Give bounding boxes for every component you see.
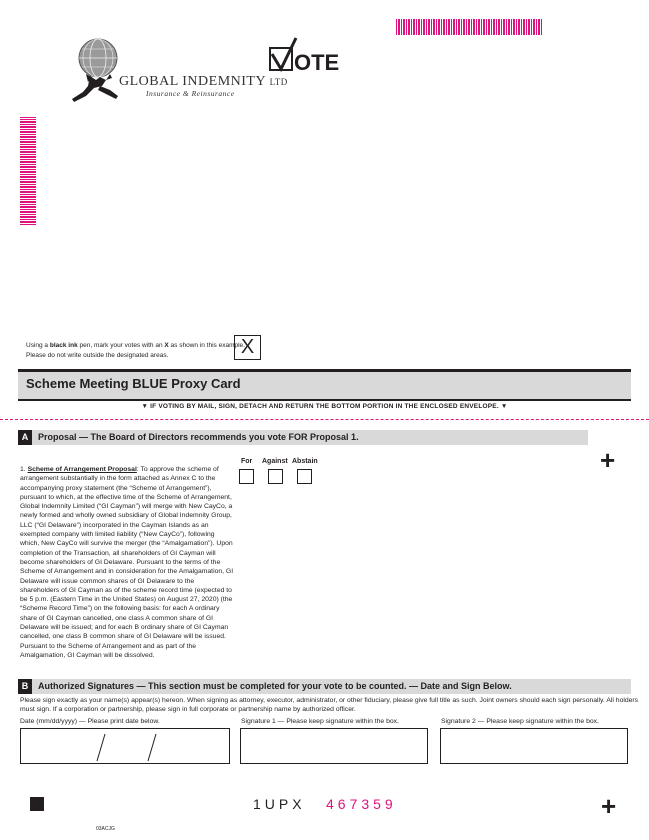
vote-for-checkbox[interactable]	[239, 469, 254, 484]
column-for: For	[241, 458, 253, 465]
signature-instructions: Please sign exactly as your name(s) appear(s) hereon. When signing as attorney, executor, administrator, or other fiduciary, please give full title as such. Joint owners should each sign personally. All holders must sign. If a corporation or partnership, please sign in full corporate or partnership name by authorized officer.	[20, 697, 639, 713]
column-abstain: Abstain	[292, 458, 318, 465]
date-separators	[21, 729, 229, 763]
example-mark: X	[240, 336, 255, 358]
proposal-1-title: Scheme of Arrangement Proposal	[27, 466, 137, 473]
side-barcode	[20, 117, 36, 225]
company-name: GLOBAL INDEMNITY LTD	[119, 74, 288, 89]
top-barcode	[396, 19, 542, 35]
example-mark-box	[234, 335, 261, 360]
section-a-title: Proposal — The Board of Directors recommends you vote FOR Proposal 1.	[38, 432, 359, 442]
down-arrow-icon: ▼	[500, 403, 508, 410]
section-a-letter: A	[18, 430, 32, 445]
form-code-pink: 467359	[326, 796, 397, 812]
vote-abstain-checkbox[interactable]	[297, 469, 312, 484]
marking-instructions: Using a black ink pen, mark your votes with an X as shown in this example. Please do not write outside the designated areas.	[26, 342, 245, 359]
signature-1-box[interactable]	[240, 728, 428, 764]
detach-line	[0, 419, 649, 420]
globe-atlas-logo	[66, 36, 126, 104]
date-input-box[interactable]	[20, 728, 230, 764]
registration-plus-icon: +	[600, 445, 616, 475]
column-against: Against	[262, 458, 288, 465]
down-arrow-icon: ▼	[141, 403, 149, 410]
form-code-black: 1UPX	[253, 796, 306, 812]
section-b-letter: B	[18, 679, 32, 694]
date-label: Date (mm/dd/yyyy) — Please print date below.	[20, 718, 160, 725]
signature-2-box[interactable]	[440, 728, 628, 764]
signature-2-label: Signature 2 — Please keep signature within the box.	[441, 718, 599, 725]
card-title: Scheme Meeting BLUE Proxy Card	[26, 376, 241, 391]
signature-1-label: Signature 1 — Please keep signature within the box.	[241, 718, 399, 725]
company-tagline: Insurance & Reinsurance	[146, 89, 235, 98]
registration-square	[30, 797, 44, 811]
detach-instructions: ▼ IF VOTING BY MAIL, SIGN, DETACH AND RETURN THE BOTTOM PORTION IN THE ENCLOSED ENVELOPE. ▼	[141, 403, 508, 410]
proposal-1-text: 1. Scheme of Arrangement Proposal: To approve the scheme of arrangement substantially in the form attached as Annex C to the accompanying proxy statement (the “Scheme of Arrangement”), pursuant to which, at the effective time of the Scheme of Arrangement, Global Indemnity Limited (“GI Cayman”) will merge with New CayCo, a newly formed and wholly owned subsidiary of Global Indemnity Group, LLC (“GI Delaware”) incorporated in the Cayman Islands as an exempted company with limited liability (“New CayCo”), following which, New CayCo will survive the merger (the “Amalgamation”). Upon completion of the Transaction, all shareholders of GI Cayman will become shareholders of GI Delaware. Pursuant to the terms of the Scheme of Arrangement and in consideration for the Amalgamation, GI Delaware will issue common shares of GI Delaware to the shareholders of GI Cayman as of the scheme record time (expected to be 5 p.m. (Eastern Time in the United States) on August 27, 2020) (the “Scheme Record Time”) on the following basis: for each A ordinary share of GI Cayman cancelled, one class A common share of GI Delaware will be issued; and for each B ordinary share of GI Cayman cancelled, one class B common share of GI Delaware will be issued. Pursuant to the Scheme of Arrangement and as part of the Amalgamation, GI Cayman will be dissolved.	[20, 466, 234, 659]
vote-against-checkbox[interactable]	[268, 469, 283, 484]
form-id: 03ACJG	[96, 826, 115, 832]
vote-logo-text: OTE	[294, 50, 340, 75]
registration-plus-icon: +	[601, 791, 617, 821]
section-b-title: Authorized Signatures — This section must be completed for your vote to be counted. — Date and Sign Below.	[38, 681, 512, 691]
